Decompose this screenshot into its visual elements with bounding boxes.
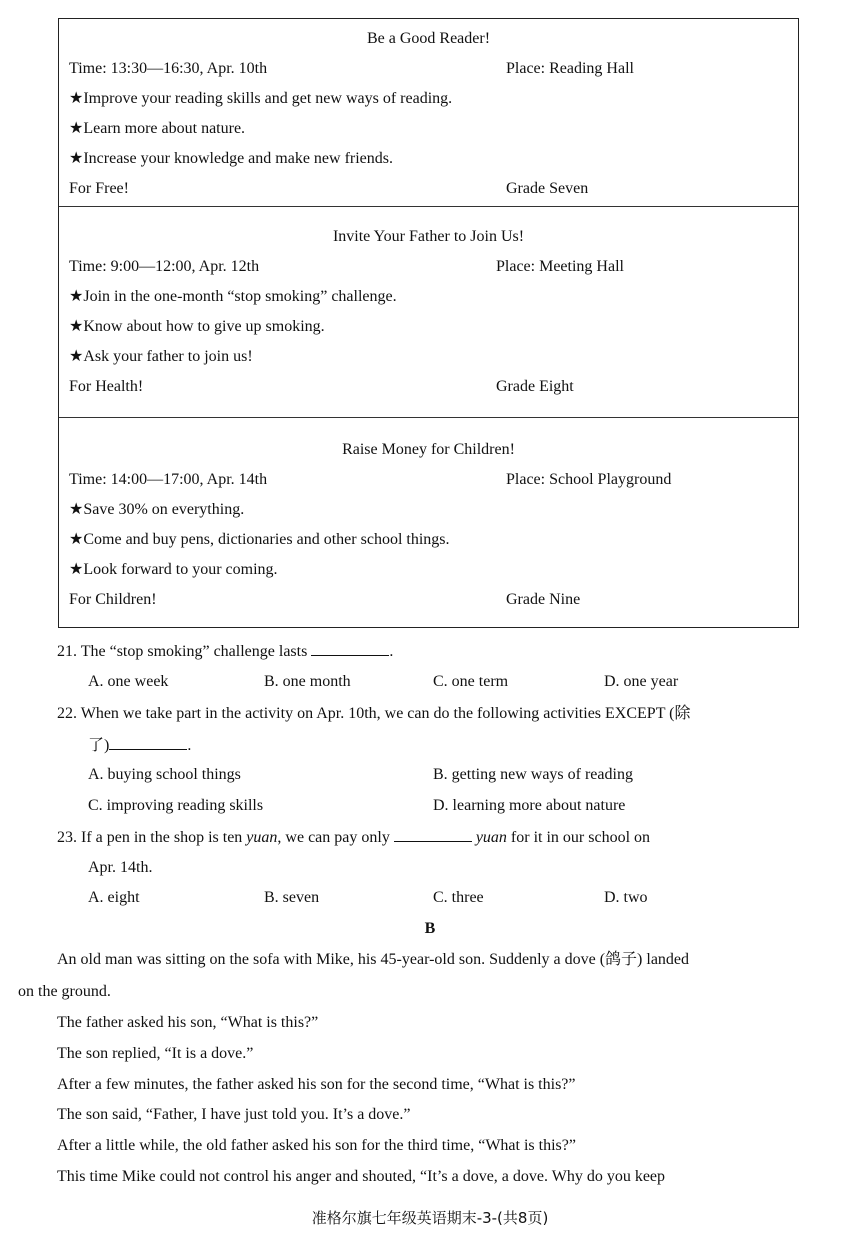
notice-father	[59, 206, 798, 418]
answer-blank	[311, 641, 389, 656]
option: B. getting new ways of reading	[433, 766, 633, 783]
option: D. learning more about nature	[433, 797, 626, 814]
paragraph: After a little while, the old father asked his son for the third time, “What is this?”	[57, 1137, 576, 1154]
notice-item: ★Look forward to your coming.	[69, 561, 278, 578]
option: C. three	[433, 889, 484, 906]
notice-item: ★Improve your reading skills and get new ways of reading.	[69, 90, 453, 107]
notice-slogan: For Health!	[69, 378, 144, 395]
notice-item: ★Increase your knowledge and make new friends.	[69, 150, 393, 167]
option: A. buying school things	[88, 766, 241, 783]
paragraph: This time Mike could not control his anger and shouted, “It’s a dove, a dove. Why do you keep	[57, 1168, 666, 1185]
notice-children	[59, 417, 798, 627]
option: D. two	[604, 889, 648, 906]
notice-item: ★Learn more about nature.	[69, 120, 246, 137]
notice-item: ★Join in the one-month “stop smoking” challenge.	[69, 288, 397, 305]
section-heading: B	[424, 920, 436, 937]
question-22: 22. When we take part in the activity on Apr. 10th, we can do the following activities EXCEPT (除	[57, 705, 691, 722]
answer-blank	[109, 735, 187, 750]
notice-time: Time: 9:00—12:00, Apr. 12th	[69, 258, 260, 275]
yuan-word: yuan	[475, 829, 507, 846]
paragraph: An old man was sitting on the sofa with Mike, his 45-year-old son. Suddenly a dove (鸽子) landed	[57, 951, 690, 968]
question-stem: 了)	[88, 737, 110, 754]
option: C. improving reading skills	[88, 797, 264, 814]
question-23-cont: Apr. 14th.	[88, 859, 153, 876]
question-end: .	[389, 643, 394, 660]
notice-place: Place: School Playground	[506, 471, 672, 488]
notice-time: Time: 13:30—16:30, Apr. 10th	[69, 60, 268, 77]
option: D. one year	[604, 673, 679, 690]
paragraph: The son replied, “It is a dove.”	[57, 1045, 254, 1062]
notice-place: Place: Meeting Hall	[496, 258, 624, 275]
paragraph: on the ground.	[18, 983, 111, 1000]
notice-slogan: For Children!	[69, 591, 157, 608]
yuan-word: yuan	[246, 829, 278, 846]
notice-title: Raise Money for Children!	[342, 441, 515, 458]
notice-item: ★Ask your father to join us!	[69, 348, 253, 365]
paragraph: The father asked his son, “What is this?”	[57, 1014, 319, 1031]
option: C. one term	[433, 673, 509, 690]
question-stem: , we can pay only	[277, 829, 390, 846]
notice-item: ★Come and buy pens, dictionaries and other school things.	[69, 531, 450, 548]
paragraph: The son said, “Father, I have just told you. It’s a dove.”	[57, 1106, 411, 1123]
question-21	[57, 641, 393, 662]
notice-grade: Grade Nine	[506, 591, 581, 608]
notice-time: Time: 14:00—17:00, Apr. 14th	[69, 471, 268, 488]
question-stem: 23. If a pen in the shop is ten	[57, 829, 243, 846]
notice-title: Invite Your Father to Join Us!	[332, 228, 525, 245]
question-22-cont	[88, 735, 191, 756]
notice-grade: Grade Eight	[496, 378, 574, 395]
question-stem: 21. The “stop smoking” challenge lasts	[57, 643, 308, 660]
notice-grade: Grade Seven	[506, 180, 589, 197]
question-stem: for it in our school on	[510, 829, 651, 846]
option: B. seven	[264, 889, 320, 906]
notice-item: ★Save 30% on everything.	[69, 501, 245, 518]
notice-box	[58, 18, 799, 628]
paragraph: After a few minutes, the father asked his son for the second time, “What is this?”	[57, 1076, 576, 1093]
option: A. one week	[88, 673, 169, 690]
notice-title: Be a Good Reader!	[366, 30, 491, 47]
question-end: .	[187, 737, 192, 754]
question-23	[57, 827, 650, 848]
notice-slogan: For Free!	[69, 180, 129, 197]
notice-reading	[59, 19, 798, 206]
page-footer: 准格尔旗七年级英语期末-3-(共8页)	[311, 1209, 549, 1227]
notice-item: ★Know about how to give up smoking.	[69, 318, 325, 335]
option: A. eight	[88, 889, 140, 906]
answer-blank	[394, 827, 472, 842]
notice-place: Place: Reading Hall	[506, 60, 634, 77]
option: B. one month	[264, 673, 351, 690]
